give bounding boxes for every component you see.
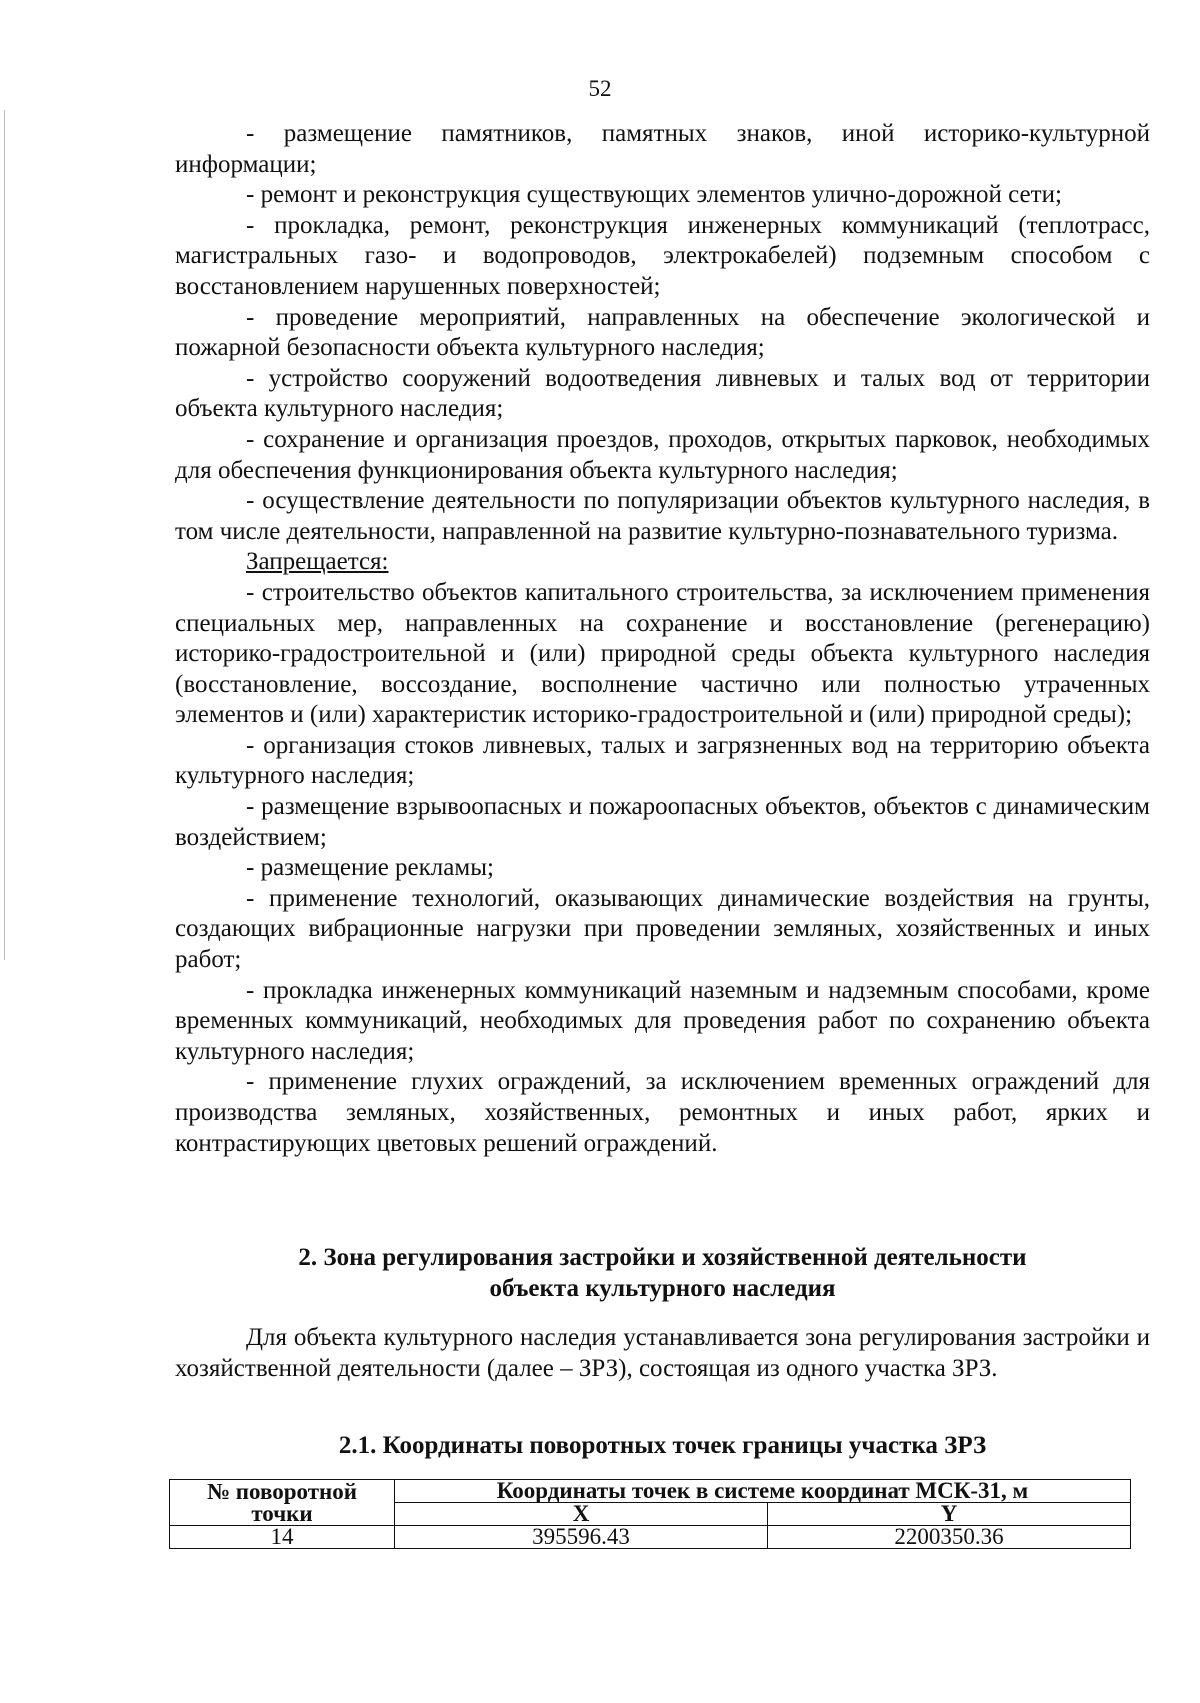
permitted-item-6: - сохранение и организация проездов, проходов, открытых парковок, необходимых для обеспечения функционирования объекта культурного наследия; [175,425,1150,484]
prohibited-item-7: - применение глухих ограждений, за исключением временных ограждений для производства земляных, хозяйственных, ремонтных и иных работ, ярких и контрастирующих цветовых решений ограждений. [175,1068,1150,1157]
prohibited-heading-row [175,547,1150,578]
permitted-item-4: - проведение мероприятий, направленных на обеспечение экологической и пожарной безопасности объекта культурного наследия; [175,303,1150,362]
header-point-number [170,1480,395,1526]
prohibited-item-1: - строительство объектов капитального строительства, за исключением применения специальных мер, направленных на сохранение и восстановление (регенерацию) историко-градостроительной и (или) природной среды объекта культурного наследия (восстановление, воссоздание, восполнение частично или полностью утраченных элементов и (или) характеристик историко-градостроительной и (или) природной среды); [175,578,1150,729]
header-coordinates: Координаты точек в системе координат МСК-31, м [395,1480,1131,1503]
table-header-row [170,1480,1131,1503]
permitted-item-1: - размещение памятников, памятных знаков, иной историко-культурной информации; [175,120,1150,178]
page-number: 52 [588,76,612,101]
table-row [170,1526,1131,1549]
header-y: Y [768,1503,1131,1526]
prohibited-item-5: - применение технологий, оказывающих динамические воздействия на грунты, создающих вибрационные нагрузки при проведении земляных, хозяйственных и иных работ; [175,884,1150,974]
header-point-number-line-1: № поворотной [206,1478,358,1504]
body-text [175,119,1150,1159]
coordinates-table [169,1479,1131,1549]
prohibited-heading: Запрещается: [246,548,389,576]
section-2-title [175,1242,1150,1304]
permitted-item-3: - прокладка, ремонт, реконструкция инженерных коммуникаций (теплотрасс, магистральных газо- и водопроводов, электрокабелей) подземным способом с восстановлением нарушенных поверхностей; [175,211,1150,300]
section-2-title-line-1: 2. Зона регулирования застройки и хозяйственной деятельности [298,1244,1027,1271]
cell-y: 2200350.36 [768,1526,1131,1549]
section-2-title-line-2: объекта культурного наследия [489,1275,836,1302]
prohibited-item-6: - прокладка инженерных коммуникаций наземным и надземным способами, кроме временных коммуникаций, необходимых для проведения работ по сохранению объекта культурного наследия; [175,976,1150,1065]
header-point-number-line-2: точки [251,1500,313,1526]
header-x: X [395,1503,768,1526]
prohibited-item-4: - размещение рекламы; [246,854,494,882]
prohibited-item-3: - размещение взрывоопасных и пожароопасных объектов, объектов с динамическим воздействием; [175,793,1150,851]
section-2-intro: Для объекта культурного наследия устанавливается зона регулирования застройки и хозяйственной деятельности (далее – ЗРЗ), состоящая из одного участка ЗРЗ. [175,1324,1150,1382]
permitted-item-5: - устройство сооружений водоотведения ливневых и талых вод от территории объекта культурного наследия; [175,364,1150,423]
cell-point: 14 [170,1526,395,1549]
permitted-item-7: - осуществление деятельности по популяризации объектов культурного наследия, в том числе деятельности, направленной на развитие культурно-познавательного туризма. [175,487,1150,545]
cell-x: 395596.43 [395,1526,768,1549]
prohibited-item-2: - организация стоков ливневых, талых и загрязненных вод на территорию объекта культурного наследия; [175,731,1150,790]
subsection-2-1-title: 2.1. Координаты поворотных точек границы участка ЗРЗ [338,1432,987,1459]
scan-edge-line [4,110,5,960]
permitted-item-2: - ремонт и реконструкция существующих элементов улично-дорожной сети; [246,181,1062,209]
